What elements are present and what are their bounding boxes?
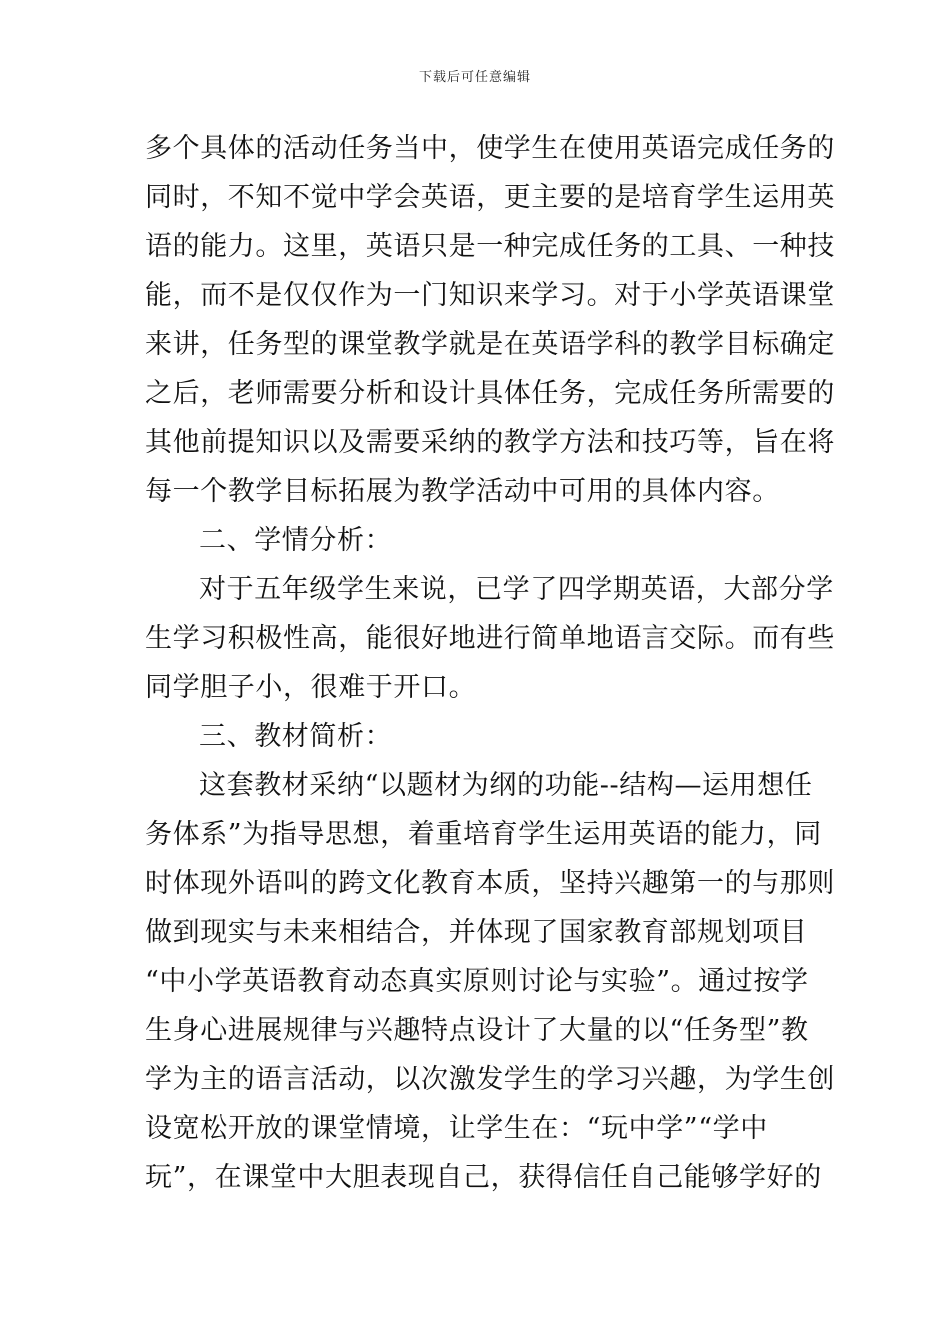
text-line: 每一个教学目标拓展为教学活动中可用的具体内容。 xyxy=(145,476,780,507)
text-line: “中小学英语教育动态真实原则讨论与实验”。通过按学 xyxy=(145,966,809,997)
section-heading-textbook-analysis: 三、教材简析： xyxy=(199,721,393,752)
text-line: 对于五年级学生来说，已学了四学期英语，大部分学 xyxy=(199,574,834,605)
text-line: 时体现外语叫的跨文化教育本质，坚持兴趣第一的与那则 xyxy=(145,868,835,899)
text-line: 能，而不是仅仅作为一门知识来学习。对于小学英语课堂 xyxy=(145,280,835,311)
text-line: 来讲，任务型的课堂教学就是在英语学科的教学目标确定 xyxy=(145,329,835,360)
text-line: 其他前提知识以及需要采纳的教学方法和技巧等，旨在将 xyxy=(145,427,835,458)
text-line: 务体系”为指导思想，着重培育学生运用英语的能力，同 xyxy=(145,819,822,850)
text-line: 多个具体的活动任务当中，使学生在使用英语完成任务的 xyxy=(145,133,835,164)
text-line: 学为主的语言活动，以次激发学生的学习兴趣，为学生创 xyxy=(145,1064,835,1095)
text-line: 之后，老师需要分析和设计具体任务，完成任务所需要的 xyxy=(145,378,835,409)
text-line: 语的能力。这里，英语只是一种完成任务的工具、一种技 xyxy=(145,231,835,262)
text-line: 同学胆子小，很难于开口。 xyxy=(145,672,477,703)
document-body xyxy=(145,124,835,1202)
text-line: 同时，不知不觉中学会英语，更主要的是培育学生运用英 xyxy=(145,182,835,213)
section-heading-learner-analysis: 二、学情分析： xyxy=(199,525,393,556)
text-line: 玩”，在课堂中大胆表现自己，获得信任自己能够学好的 xyxy=(145,1162,822,1193)
text-line: 生学习积极性高，能很好地进行简单地语言交际。而有些 xyxy=(145,623,835,654)
header-note: 下载后可任意编辑 xyxy=(418,70,531,85)
text-line: 这套教材采纳“以题材为纲的功能--结构—运用想任 xyxy=(199,770,813,801)
text-line: 生身心进展规律与兴趣特点设计了大量的以“任务型”教 xyxy=(145,1015,809,1046)
text-line: 做到现实与未来相结合，并体现了国家教育部规划项目 xyxy=(145,917,808,948)
text-line: 设宽松开放的课堂情境，让学生在：“玩中学”“学中 xyxy=(145,1113,768,1144)
